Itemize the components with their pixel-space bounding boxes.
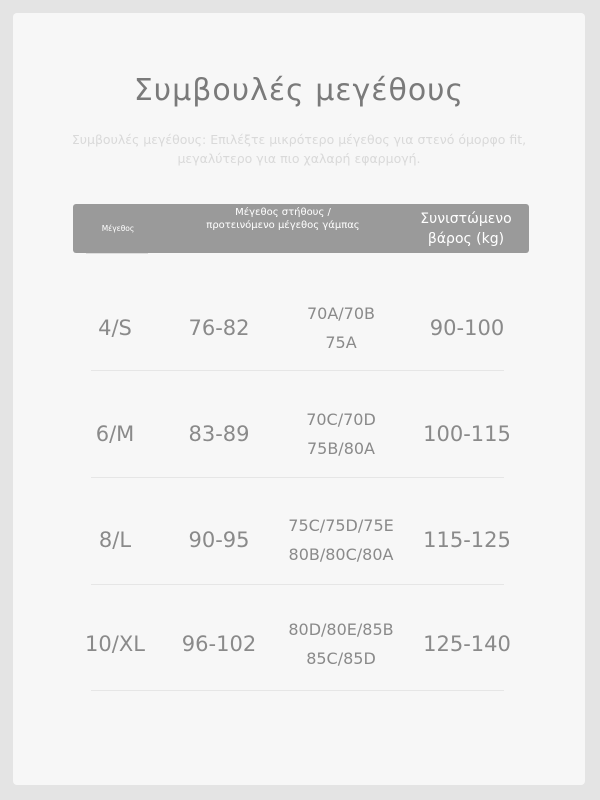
cell-bust: 90-95 xyxy=(188,527,250,552)
bra-line-2: 85C/85D xyxy=(306,648,376,668)
cell-bust: 96-102 xyxy=(181,631,257,656)
cell-weight: 115-125 xyxy=(423,527,511,552)
cell-bra xyxy=(273,274,409,381)
cell-bust: 76-82 xyxy=(188,315,250,340)
cell-bra xyxy=(273,486,409,593)
page-title: Συμβουλές μεγέθους xyxy=(133,73,465,108)
table-row xyxy=(13,486,585,593)
row-divider xyxy=(91,584,504,585)
bra-line-2: 80B/80C/80A xyxy=(288,544,394,564)
cell-weight: 90-100 xyxy=(429,315,505,340)
table-row xyxy=(13,380,585,487)
header-divider xyxy=(86,253,148,254)
cell-bust: 83-89 xyxy=(188,421,250,446)
header-weight: Συνιστώμενο βάρος (kg) xyxy=(420,210,512,247)
header-size: Μέγεθος xyxy=(101,224,135,233)
cell-size: 6/M xyxy=(95,421,135,446)
table-row xyxy=(13,274,585,381)
cell-size: 4/S xyxy=(98,315,132,340)
bra-line-1: 70A/70B xyxy=(306,303,376,323)
cell-size: 10/XL xyxy=(85,631,145,656)
bra-line-2: 75A xyxy=(325,332,357,352)
bra-line-1: 80D/80E/85B xyxy=(288,619,394,639)
row-divider xyxy=(91,690,504,691)
bra-line-1: 70C/70D xyxy=(306,409,376,429)
size-guide-card xyxy=(13,13,585,785)
header-bust: Μέγεθος στήθους / προτεινόμενο μέγεθος γάμπας xyxy=(206,207,360,231)
page-subtitle: Συμβουλές μεγέθους: Επιλέξτε μικρότερο μέγεθος για στενό όμορφο fit, μεγαλύτερο για πιο χαλαρή εφαρμογή. xyxy=(71,132,527,166)
bra-line-2: 75B/80A xyxy=(306,438,375,458)
table-header xyxy=(73,204,529,253)
cell-weight: 100-115 xyxy=(423,421,511,446)
table-row xyxy=(13,590,585,697)
row-divider xyxy=(91,370,504,371)
cell-weight: 125-140 xyxy=(423,631,511,656)
row-divider xyxy=(91,477,504,478)
bra-line-1: 75C/75D/75E xyxy=(288,515,394,535)
cell-size: 8/L xyxy=(98,527,132,552)
cell-bra xyxy=(273,380,409,487)
cell-bra xyxy=(273,590,409,697)
